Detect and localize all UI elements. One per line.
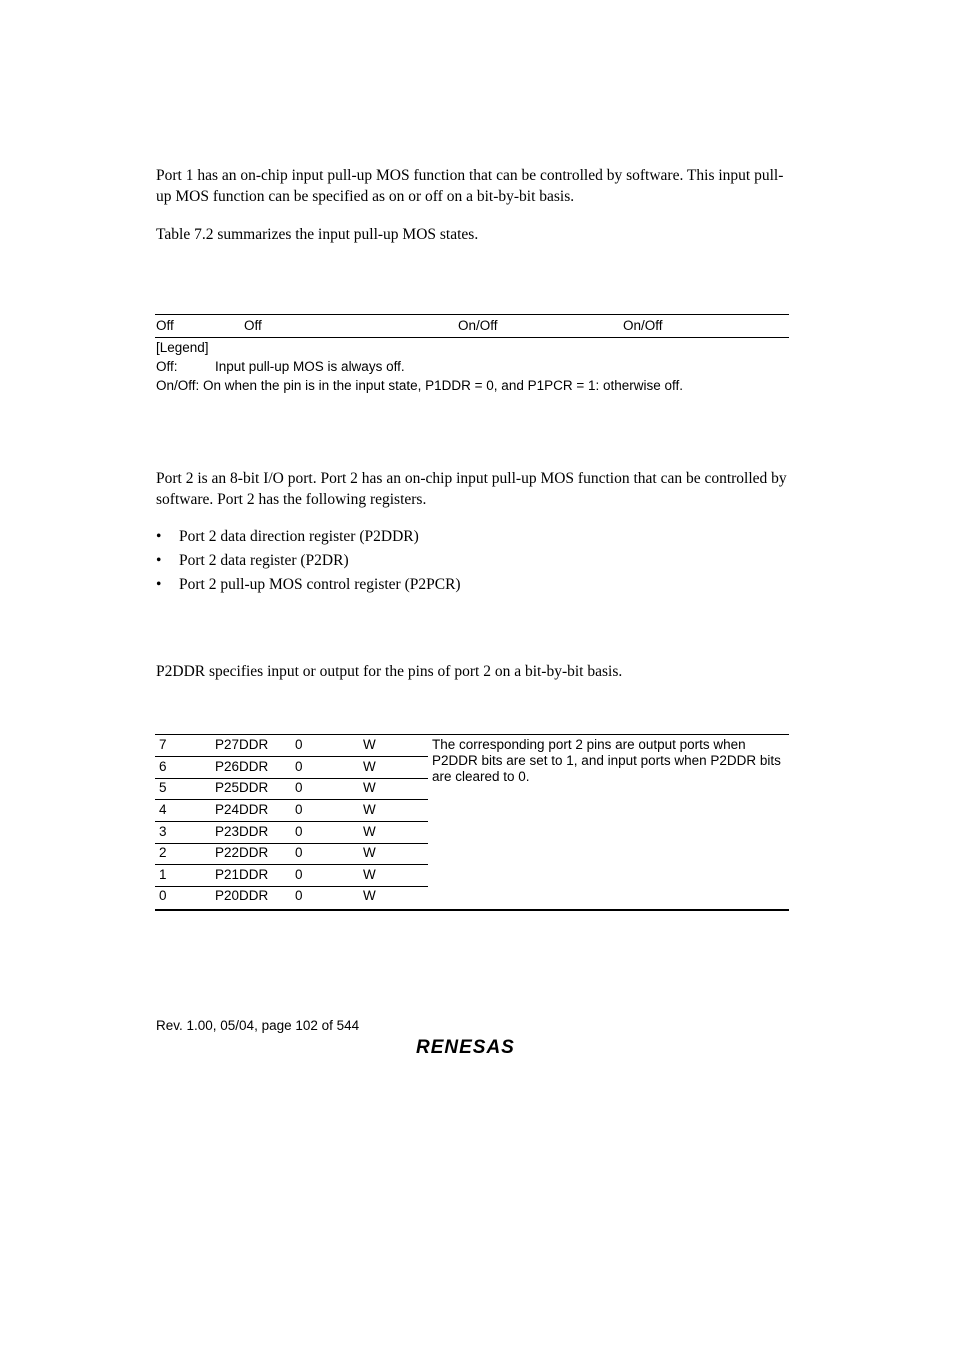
legend-off-text: Input pull-up MOS is always off.: [215, 359, 405, 374]
list-item: [156, 574, 461, 598]
bit-name-cell: P24DDR: [215, 802, 269, 817]
table-row: [155, 757, 428, 779]
initial-value-cell: 0: [295, 802, 303, 817]
renesas-logo-icon: [414, 1034, 536, 1058]
legend-off: [156, 357, 683, 376]
rw-cell: W: [363, 802, 376, 817]
initial-value-cell: 0: [295, 867, 303, 882]
legend-off-key: Off:: [156, 359, 178, 374]
bit-cell: 4: [159, 802, 167, 817]
bit-name-cell: P27DDR: [215, 737, 269, 752]
page-footer: Rev. 1.00, 05/04, page 102 of 544: [156, 1018, 360, 1033]
initial-value-cell: 0: [295, 737, 303, 752]
table-row: [155, 886, 428, 907]
list-item: [156, 550, 461, 574]
rw-cell: W: [363, 780, 376, 795]
bit-name-cell: P22DDR: [215, 845, 269, 860]
renesas-logo: [414, 1034, 536, 1063]
port1-pullup-paragraph: Port 1 has an on-chip input pull-up MOS function that can be controlled by software. This input pull-up MOS function can be specified as on or off on a bit-by-bit basis.: [156, 167, 784, 205]
table-reference-paragraph: Table 7.2 summarizes the input pull-up MOS states.: [156, 226, 479, 243]
bit-name-cell: P20DDR: [215, 888, 269, 903]
rw-cell: W: [363, 759, 376, 774]
table-cell: Off: [156, 318, 174, 333]
list-item-text: Port 2 pull-up MOS control register (P2PCR): [179, 576, 461, 593]
bit-cell: 3: [159, 824, 167, 839]
table-row: [155, 778, 428, 800]
table-row: [155, 735, 428, 757]
table-row: [155, 865, 428, 887]
table-row: [155, 822, 428, 844]
rw-cell: W: [363, 867, 376, 882]
table-row: [155, 314, 789, 338]
register-list: [156, 526, 461, 598]
bullet-icon: •: [156, 576, 162, 593]
bit-name-cell: P21DDR: [215, 867, 269, 882]
port2-intro-paragraph: Port 2 is an 8-bit I/O port. Port 2 has an on-chip input pull-up MOS function that can be controlled by software. Port 2 has the following registers.: [156, 470, 787, 508]
table-cell: On/Off: [623, 318, 663, 333]
p2ddr-bit-table: [155, 734, 789, 911]
rw-cell: W: [363, 888, 376, 903]
rw-cell: W: [363, 737, 376, 752]
p2ddr-description-paragraph: P2DDR specifies input or output for the pins of port 2 on a bit-by-bit basis.: [156, 663, 623, 680]
pullup-state-table: [155, 314, 789, 338]
rw-cell: W: [363, 845, 376, 860]
bit-cell: 2: [159, 845, 167, 860]
legend-onoff: On/Off: On when the pin is in the input state, P1DDR = 0, and P1PCR = 1: otherwise off.: [156, 378, 684, 393]
table-legend: [156, 338, 683, 395]
list-item-text: Port 2 data register (P2DR): [179, 552, 349, 569]
bit-name-cell: P23DDR: [215, 824, 269, 839]
initial-value-cell: 0: [295, 824, 303, 839]
bit-name-cell: P26DDR: [215, 759, 269, 774]
initial-value-cell: 0: [295, 759, 303, 774]
bit-cell: 1: [159, 867, 167, 882]
description-cell: The corresponding port 2 pins are output ports when P2DDR bits are set to 1, and input ports when P2DDR bits are cleared to 0.: [432, 737, 781, 784]
legend-heading: [Legend]: [156, 340, 209, 355]
initial-value-cell: 0: [295, 780, 303, 795]
rw-cell: W: [363, 824, 376, 839]
table-row: [155, 800, 428, 822]
bit-cell: 5: [159, 780, 167, 795]
initial-value-cell: 0: [295, 888, 303, 903]
bit-cell: 6: [159, 759, 167, 774]
list-item: [156, 526, 461, 550]
table-cell: On/Off: [458, 318, 498, 333]
table-row: [155, 843, 428, 865]
bullet-icon: •: [156, 528, 162, 545]
table-cell: Off: [244, 318, 262, 333]
bit-cell: 7: [159, 737, 167, 752]
logo-text: RENESAS: [416, 1037, 515, 1058]
initial-value-cell: 0: [295, 845, 303, 860]
list-item-text: Port 2 data direction register (P2DDR): [179, 528, 419, 545]
bit-name-cell: P25DDR: [215, 780, 269, 795]
bit-cell: 0: [159, 888, 167, 903]
bullet-icon: •: [156, 552, 162, 569]
